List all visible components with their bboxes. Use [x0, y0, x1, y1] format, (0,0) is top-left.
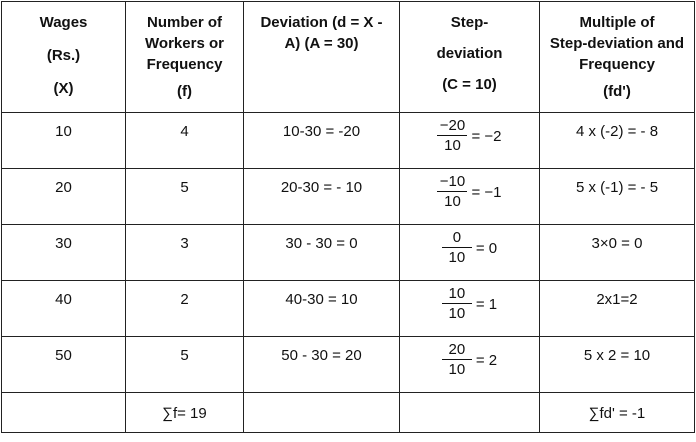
fraction-denominator: 10 [448, 249, 466, 266]
fd-cell: 3×0 = 0 [540, 225, 695, 281]
header-row [2, 2, 695, 113]
total-fd: ∑fd' = -1 [540, 393, 695, 433]
fd-cell: 5 x (-1) = - 5 [540, 169, 695, 225]
step-result: = −1 [471, 184, 502, 201]
fraction [442, 341, 497, 380]
header-line: A) (A = 30) [284, 35, 359, 52]
frequency-cell: 5 [126, 169, 244, 225]
fraction [437, 173, 501, 212]
deviation-cell: 30 - 30 = 0 [244, 225, 400, 281]
header-line: Frequency [146, 56, 223, 73]
step-result: = 1 [475, 296, 498, 313]
fraction-numerator: 0 [452, 229, 462, 246]
wage-cell: 30 [2, 225, 126, 281]
empty-cell [400, 393, 540, 433]
fd-cell: 4 x (-2) = - 8 [540, 113, 695, 169]
fraction [437, 117, 501, 156]
table-row [2, 113, 695, 169]
step-deviation-cell [400, 169, 540, 225]
step-deviation-cell [400, 225, 540, 281]
frequency-cell: 4 [126, 113, 244, 169]
fraction-numerator: −20 [439, 117, 466, 134]
wage-cell: 20 [2, 169, 126, 225]
frequency-cell: 2 [126, 281, 244, 337]
total-frequency: ∑f= 19 [126, 393, 244, 433]
deviation-cell: 50 - 30 = 20 [244, 337, 400, 393]
fraction-numerator: 20 [448, 341, 466, 358]
totals-row [2, 393, 695, 433]
header-line: Number of [147, 14, 222, 31]
header-line: (X) [53, 80, 74, 97]
header-fd [540, 2, 695, 113]
deviation-cell: 10-30 = -20 [244, 113, 400, 169]
fraction [442, 285, 497, 324]
fraction-numerator: 10 [448, 285, 466, 302]
header-line: Deviation (d = X - [260, 14, 383, 31]
wage-cell: 50 [2, 337, 126, 393]
header-line: (fd') [603, 83, 631, 100]
header-frequency [126, 2, 244, 113]
step-result: = 0 [475, 240, 498, 257]
header-line: Workers or [145, 35, 224, 52]
step-deviation-cell [400, 113, 540, 169]
fraction-denominator: 10 [444, 137, 461, 154]
step-result: = 2 [475, 352, 498, 369]
fraction-denominator: 10 [448, 361, 466, 378]
table-row [2, 169, 695, 225]
header-line: Frequency [579, 56, 655, 73]
empty-cell [244, 393, 400, 433]
empty-cell [2, 393, 126, 433]
header-line: (C = 10) [442, 76, 497, 93]
fd-cell: 2x1=2 [540, 281, 695, 337]
fraction-denominator: 10 [448, 305, 466, 322]
header-deviation [244, 2, 400, 113]
step-result: = −2 [471, 128, 502, 145]
fraction-numerator: −10 [439, 173, 466, 190]
header-line: (f) [177, 83, 192, 100]
header-line: deviation [436, 45, 503, 62]
header-wages [2, 2, 126, 113]
frequency-cell: 5 [126, 337, 244, 393]
deviation-cell: 20-30 = - 10 [244, 169, 400, 225]
header-step-deviation [400, 2, 540, 113]
wage-cell: 40 [2, 281, 126, 337]
table-row [2, 281, 695, 337]
wage-cell: 10 [2, 113, 126, 169]
header-line: Multiple of [579, 14, 655, 31]
step-deviation-cell [400, 281, 540, 337]
fraction-denominator: 10 [444, 193, 461, 210]
header-line: (Rs.) [46, 47, 81, 64]
step-deviation-table [1, 1, 695, 433]
step-deviation-cell [400, 337, 540, 393]
header-line: Wages [39, 14, 88, 31]
deviation-cell: 40-30 = 10 [244, 281, 400, 337]
header-line: Step- [450, 14, 489, 31]
header-line: Step-deviation and [549, 35, 685, 52]
frequency-cell: 3 [126, 225, 244, 281]
fraction [442, 229, 497, 268]
table-row [2, 225, 695, 281]
table-row [2, 337, 695, 393]
fd-cell: 5 x 2 = 10 [540, 337, 695, 393]
